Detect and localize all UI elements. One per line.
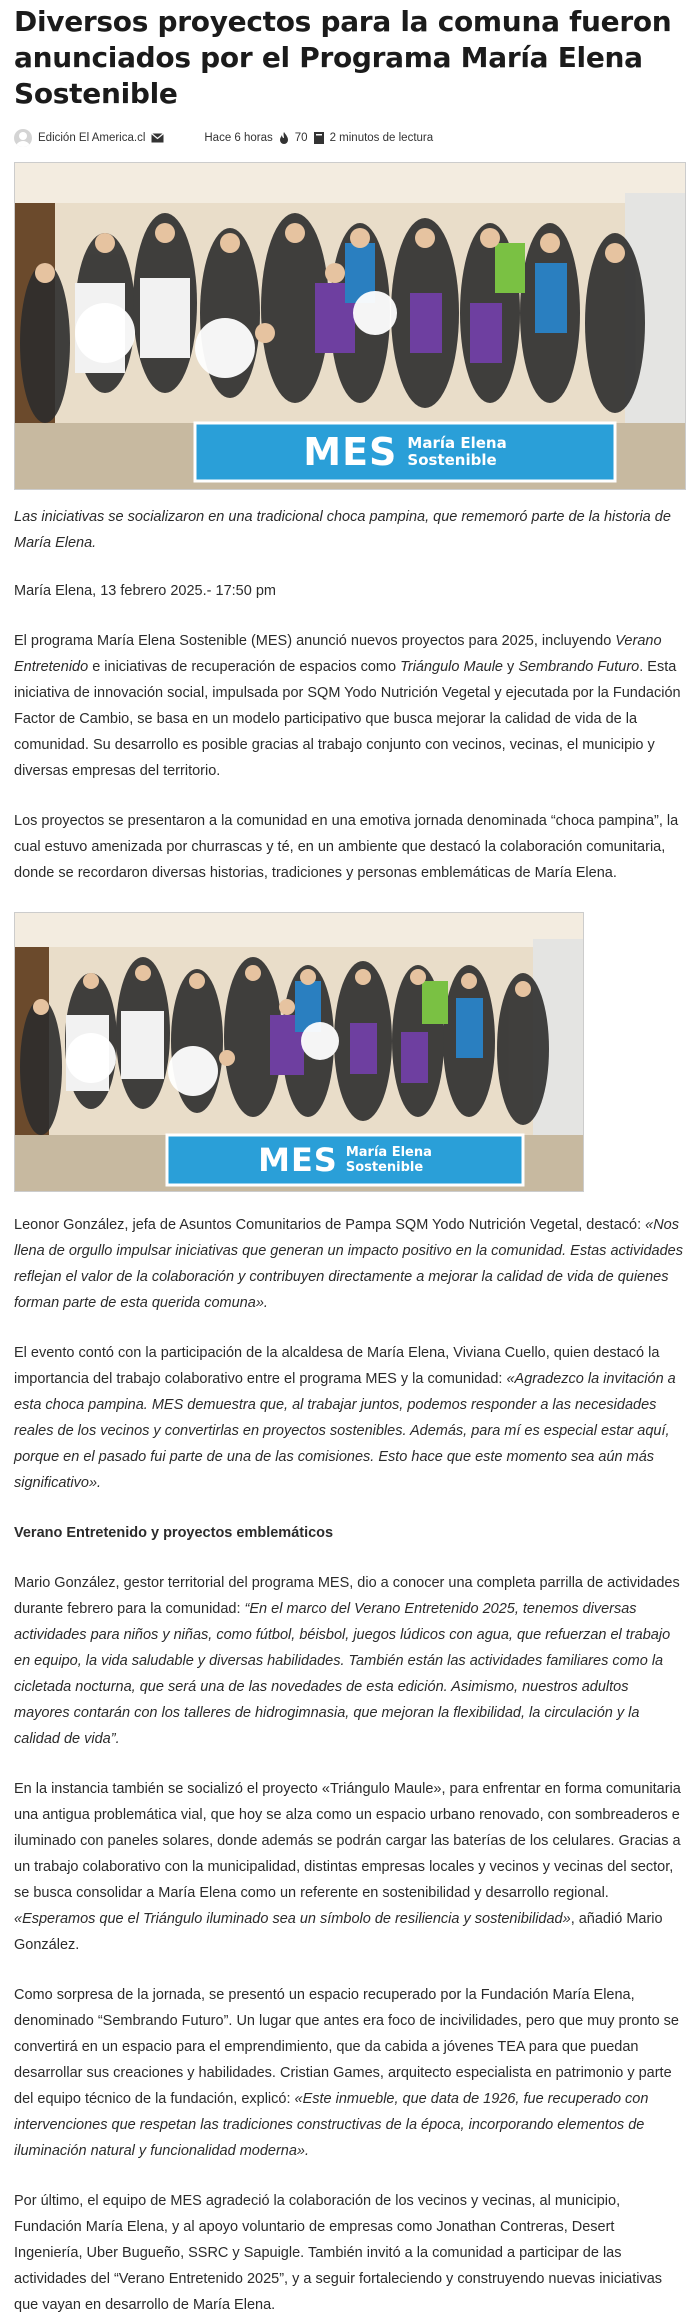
- mes-banner-2: [167, 1135, 523, 1185]
- banner-mes: MES: [303, 430, 398, 474]
- book-icon: [314, 132, 324, 144]
- banner-line2-2: Sostenible: [345, 1160, 424, 1175]
- avatar-icon[interactable]: [14, 129, 32, 147]
- paragraph-3: Leonor González, jefa de Asuntos Comunitarios de Pampa SQM Yodo Nutrición Vegetal, destacó: «Nos llena de orgullo impulsar iniciativas que generan un impacto positivo en la comunidad. Estas actividades reflejan el valor de la colaboración y contribuyen directamente a mejorar la calidad de vida de quienes forman parte de esta querida comuna».: [14, 1217, 683, 1311]
- flame-icon: [279, 132, 289, 144]
- read-time: 2 minutos de lectura: [329, 132, 434, 144]
- paragraph-8: Por último, el equipo de MES agradeció la colaboración de los vecinos y vecinas, al municipio, Fundación María Elena, y al apoyo voluntario de empresas como Jonathan Contreras, Desert Ingeniería, Uber Bugueño, SSRC y Sapuigle. También invitó a la comunidad a participar de las actividades del “Verano Entretenido 2025”, y a seguir fortaleciendo y construyendo nuevas iniciativas que vayan en desarrollo de María Elena.: [14, 2193, 663, 2313]
- banner-line2: Sostenible: [407, 451, 497, 469]
- view-count: 70: [294, 132, 308, 144]
- paragraph-1: El programa María Elena Sostenible (MES) anunció nuevos proyectos para 2025, incluyendo Verano Entretenido e iniciativas de recuperación de espacios como Triángulo Maule y Sembrando Futuro. Esta iniciativa de innovación social, impulsada por SQM Yodo Nutrición Vegetal y ejecutada por la Fundación Factor de Cambio, se basa en un modelo participativo que busca mejorar la calidad de vida de la comunidad. Su desarrollo es posible gracias al trabajo conjunto con vecinos, vecinas, el municipio y diversas empresas del territorio.: [14, 633, 681, 779]
- banner-line1: María Elena: [407, 434, 507, 452]
- banner-mes-2: MES: [258, 1141, 338, 1179]
- mes-banner: [195, 423, 615, 481]
- banner-line1-2: María Elena: [345, 1145, 432, 1160]
- paragraph-2: Los proyectos se presentaron a la comunidad en una emotiva jornada denominada “choca pampina”, la cual estuvo amenizada por churrascas y té, en un ambiente que destacó la colaboración comunitaria, donde se recordaron diversas historias, tradiciones y personas emblemáticas de María Elena.: [14, 813, 679, 881]
- paragraph-6: En la instancia también se socializó el proyecto «Triángulo Maule», para enfrentar en forma comunitaria una antigua problemática vial, que hoy se alza como un espacio urbano renovado, con sombreaderos e iluminado con paneles solares, donde además se podrán cargar las baterías de los celulares. Gracias a un trabajo colaborativo con la municipalidad, distintas empresas locales y vecinos y vecinas del sector, se busca consolidar a María Elena como un referente en sostenibilidad y desarrollo regional. «Esperamos que el Triángulo iluminado sea un símbolo de resiliencia y sostenibilidad», añadió Mario González.: [14, 1781, 681, 1953]
- clock-icon: [186, 132, 198, 144]
- paragraph-4: El evento contó con la participación de la alcaldesa de María Elena, Viviana Cuello, quien destacó la importancia del trabajo colaborativo entre el programa MES y la comunidad: «Agradezco la invitación a esta choca pampina. MES demuestra que, al trabajar juntos, podemos responder a las necesidades reales de los vecinos y convertirlas en proyectos sostenibles. Además, para mí es especial estar aquí, porque en el pasado fui parte de una de las comisiones. Esto hace que este momento sea aún más significativo».: [14, 1345, 676, 1491]
- subheading: Verano Entretenido y proyectos emblemáticos: [14, 1525, 334, 1541]
- paragraph-5: Mario González, gestor territorial del programa MES, dio a conocer una completa parrilla de actividades durante febrero para la comunidad: “En el marco del Verano Entretenido 2025, tenemos diversas actividades para niños y niñas, como fútbol, béisbol, juegos lúdicos con agua, que refuerzan el trabajo en equipo, la vida saludable y diversas habilidades. También están las actividades familiares como la cicletada nocturna, que será una de las novedades de esta edición. Asimismo, nuestros adultos mayores contarán con los talleres de hidrogimnasia, que mejoran la flexibilidad, la circulación y la calidad de vida”.: [14, 1575, 680, 1747]
- article-main-image: [14, 162, 686, 490]
- envelope-icon[interactable]: [151, 133, 164, 143]
- article-meta: [14, 128, 686, 148]
- author-link[interactable]: Edición El America.cl: [38, 132, 146, 144]
- article-title: Diversos proyectos para la comuna fueron anunciados por el Programa María Elena Sostenible: [14, 5, 672, 110]
- article-second-image: [14, 912, 584, 1192]
- time-ago: Hace 6 horas: [204, 132, 273, 144]
- paragraph-7: Como sorpresa de la jornada, se presentó un espacio recuperado por la Fundación María Elena, denominado “Sembrando Futuro”. Un lugar que antes era foco de incivilidades, pero que muy pronto se convertirá en un espacio para el emprendimiento, que da cabida a jóvenes TEA para que puedan desarrollar sus creaciones y habilidades. Cristian Games, arquitecto especialista en patrimonio y parte del equipo técnico de la fundación, explicó: «Este inmueble, que data de 1926, fue recuperado con intervenciones que respetan las tradiciones constructivas de la época, incorporando elementos de iluminación natural y funcionalidad moderna».: [14, 1987, 679, 2159]
- dateline: María Elena, 13 febrero 2025.- 17:50 pm: [14, 583, 276, 599]
- image-caption: Las iniciativas se socializaron en una tradicional choca pampina, que rememoró parte de la historia de María Elena.: [14, 509, 671, 551]
